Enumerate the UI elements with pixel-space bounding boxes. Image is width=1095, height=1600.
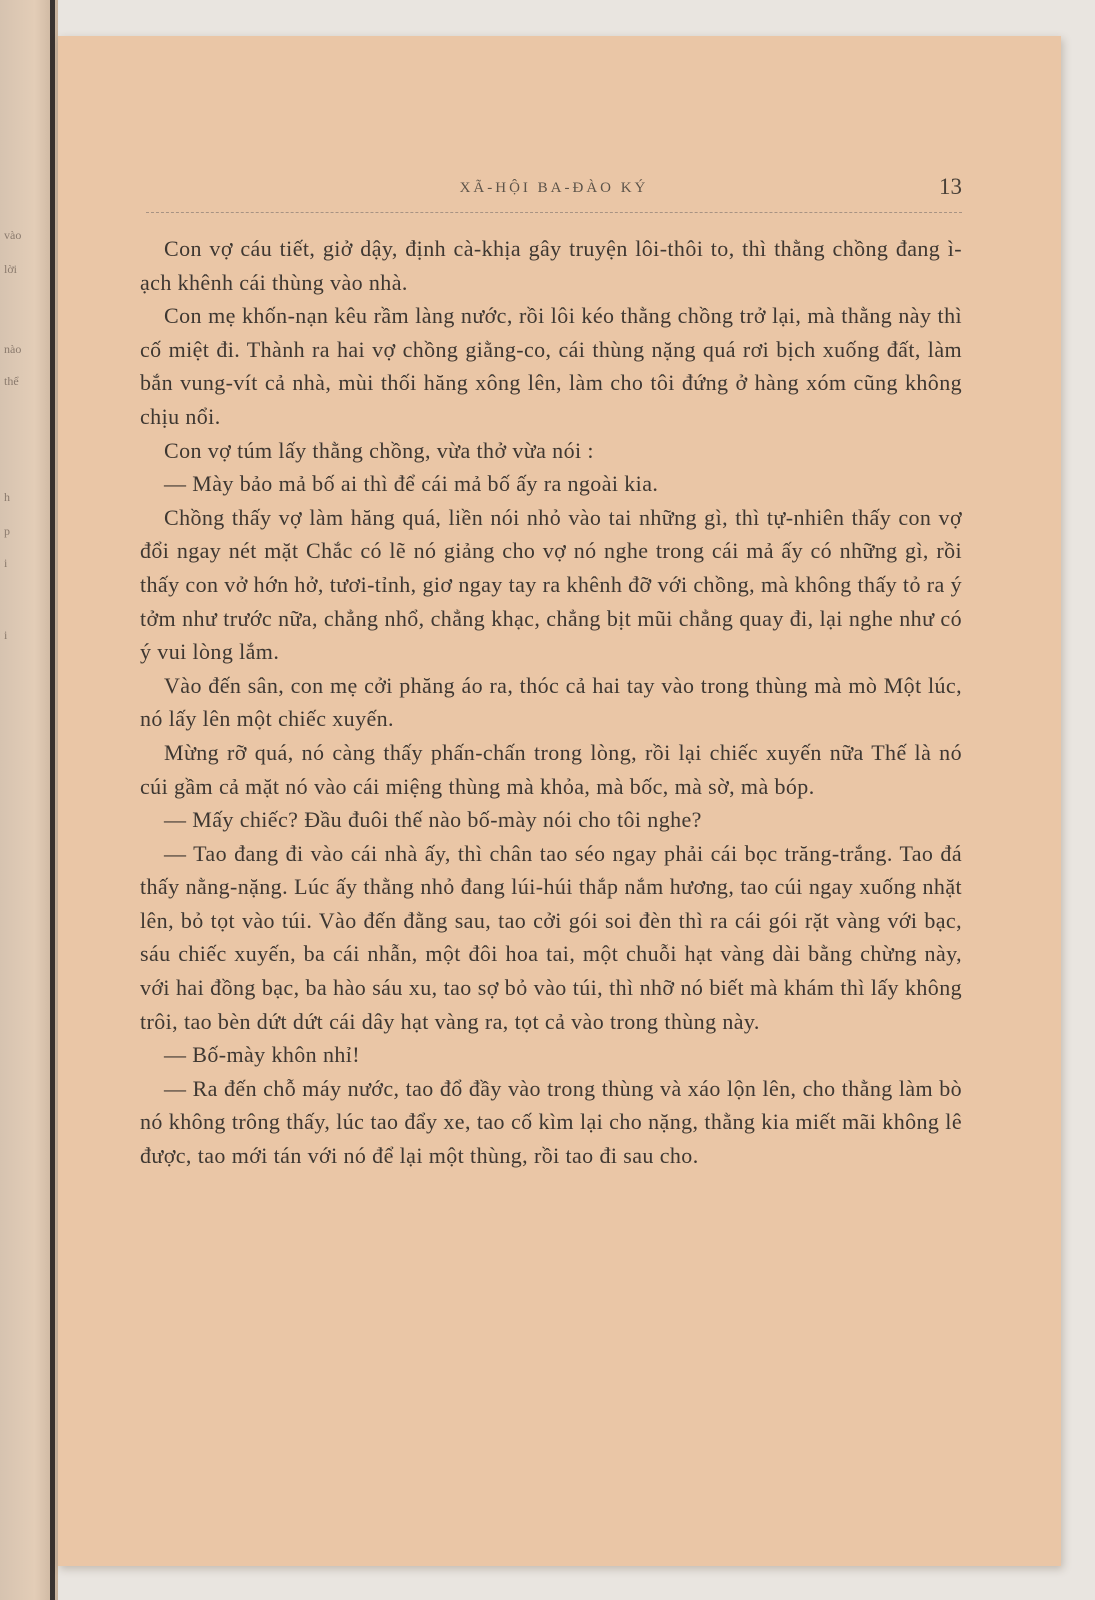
prev-page-fragment: nào [4,342,22,356]
paragraph: Con mẹ khốn-nạn kêu rầm làng nước, rồi lôi kéo thằng chồng trở lại, mà thằng này thì cố miệt đi. Thành ra hai vợ chồng giằng-co, cái thùng nặng quá rơi bịch xuống đất, làm bắn vung-vít cả nhà, mùi thối hăng xông lên, làm cho tôi đứng ở hàng xóm cũng không chịu nổi. [140,303,962,429]
paragraph: Chồng thấy vợ làm hăng quá, liền nói nhỏ vào tai những gì, thì tự-nhiên thấy con vợ đổi ngay nét mặt Chắc có lẽ nó giảng cho vợ nó nghe trong cái mả ấy có những gì, rồi thấy con vở hớn hở, tươi-tỉnh, giơ ngay tay ra khênh đỡ với chồng, mà không thấy tỏ ra ý tởm như trước nữa, chẳng nhổ, chẳng khạc, chẳng bịt mũi chẳng quay đi, lại nghe như có ý vui lòng lắm. [140,504,962,665]
header-rule [146,212,962,213]
dialog-line: — Ra đến chỗ máy nước, tao đổ đầy vào trong thùng và xáo lộn lên, cho thằng làm bò nó không trông thấy, lúc tao đẩy xe, tao cố kìm lại cho nặng, thằng kia miết mãi không lê được, tao mới tán với nó để lại một thùng, rồi tao đi sau cho. [140,1075,962,1169]
page-header [146,172,962,212]
prev-page-fragment: p [4,524,10,538]
dialog-line: — Tao đang đi vào cái nhà ấy, thì chân tao séo ngay phải cái bọc trăng-trắng. Tao đá thấy nằng-nặng. Lúc ấy thằng nhỏ đang lúi-húi thắp nắm hương, tao cúi ngay xuống nhặt lên, bỏ tọt vào túi. Vào đến đằng sau, tao cởi gói soi đèn thì ra cái gói rặt vàng với bạc, sáu chiếc xuyến, ba cái nhẫn, một đôi hoa tai, một chuỗi hạt vàng dài bằng chừng này, với hai đồng bạc, ba hào sáu xu, tao sợ bỏ vào túi, thì nhỡ nó biết mà khám thì lấy không trôi, tao bèn dứt dứt cái dây hạt vàng ra, tọt cả vào trong thùng này. [140,840,962,1034]
book-spine [50,0,55,1600]
page-number: 13 [939,174,962,199]
book-page [58,36,1061,1566]
paragraph: Con vợ túm lấy thằng chồng, vừa thở vừa nói : [164,437,594,463]
prev-page-fragment: vào [4,228,22,242]
body-text [140,232,962,1173]
prev-page-fragment: i [4,628,8,642]
paragraph: Con vợ cáu tiết, giở dậy, định cà-khịa gây truyện lôi-thôi to, thì thằng chồng đang ì-ạch khênh cái thùng vào nhà. [140,236,962,295]
prev-page-fragment: thể [4,374,19,388]
prev-page-fragment: i [4,556,8,570]
dialog-line: — Mấy chiếc? Đầu đuôi thế nào bố-mày nói cho tôi nghe? [164,807,702,833]
prev-page-fragment: h [4,490,10,504]
paragraph: Mừng rỡ quá, nó càng thấy phấn-chấn trong lòng, rồi lại chiếc xuyến nữa Thế là nó cúi gầm cả mặt nó vào cái miệng thùng mà khỏa, mà bốc, mà sờ, mà bóp. [140,739,962,799]
prev-page-fragment: lời [4,262,18,276]
dialog-line: — Mày bảo mả bố ai thì để cái mả bố ấy ra ngoài kia. [164,471,659,497]
paragraph: Vào đến sân, con mẹ cởi phăng áo ra, thóc cả hai tay vào trong thùng mà mò Một lúc, nó lấy lên một chiếc xuyến. [140,672,962,732]
running-title: XÃ-HỘI BA-ĐÀO KÝ [459,180,649,196]
dialog-line: — Bố-mày khôn nhỉ! [164,1042,361,1068]
